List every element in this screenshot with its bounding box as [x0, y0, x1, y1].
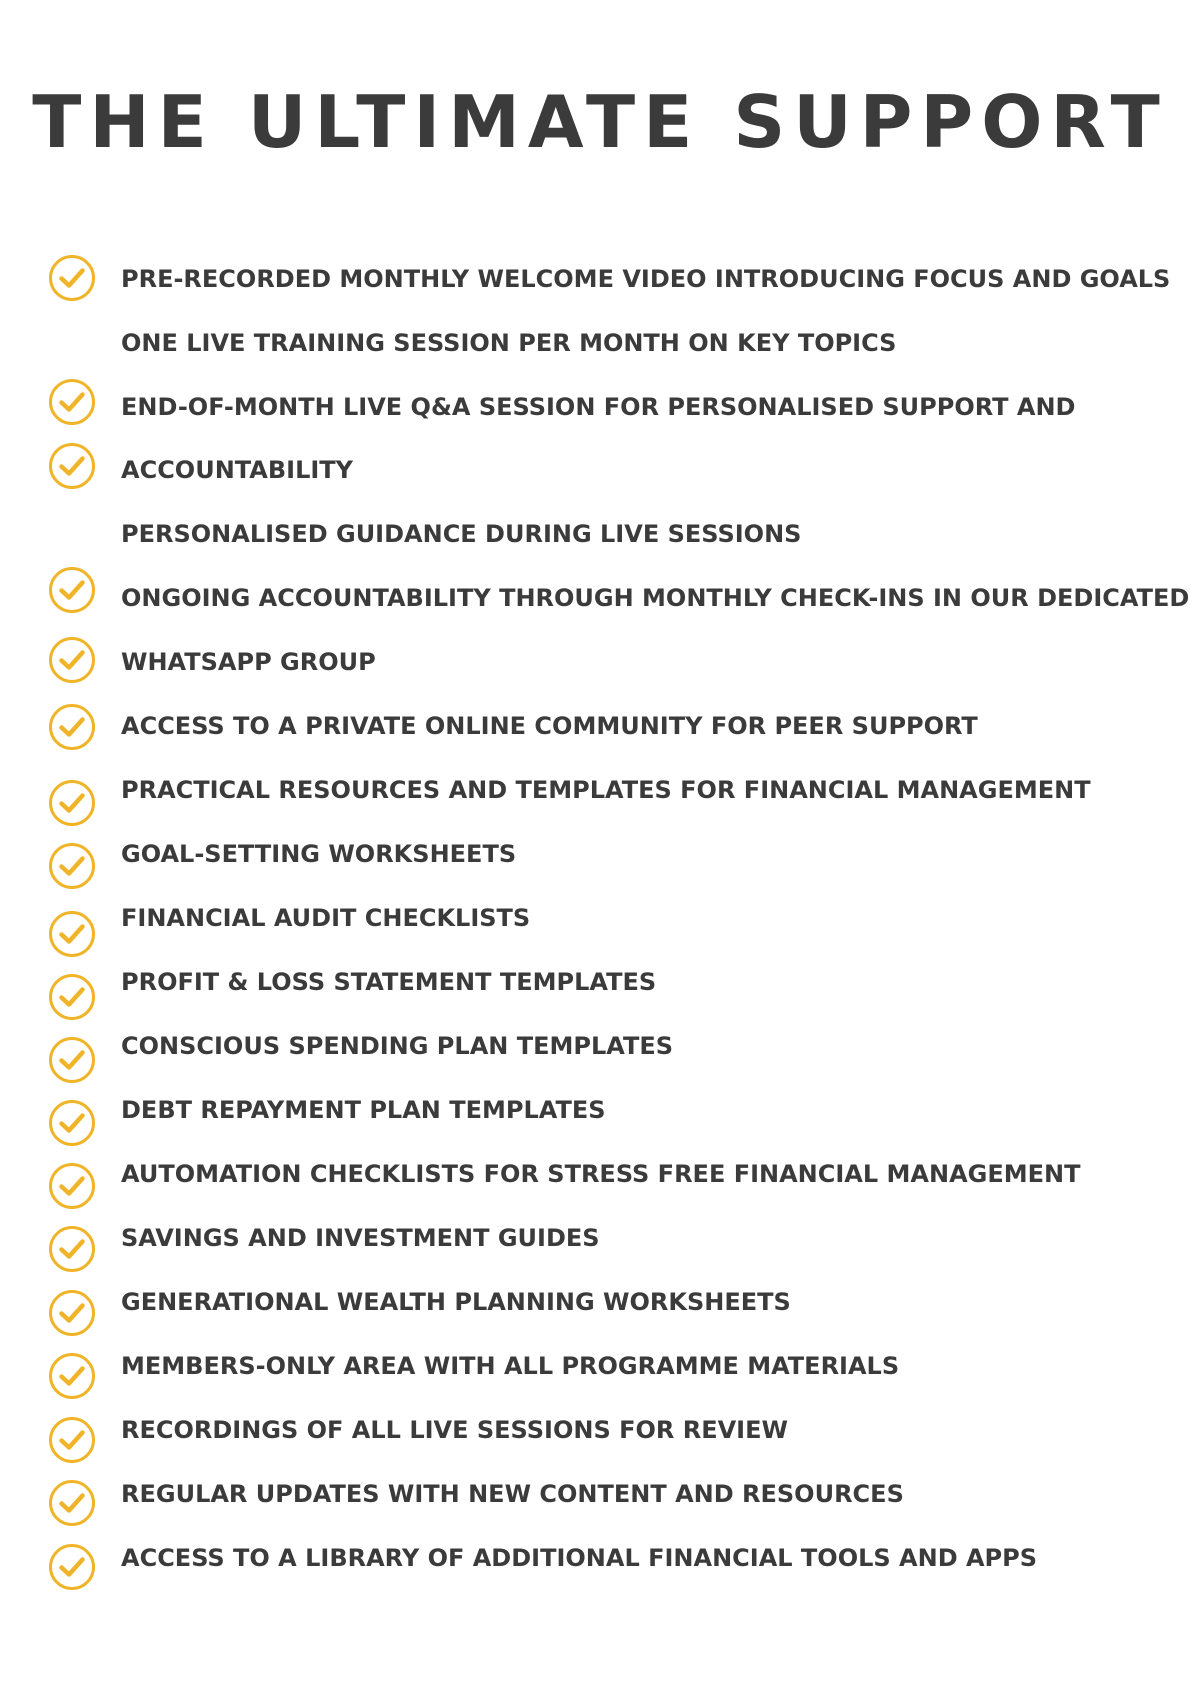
- check-circle-icon: [48, 1099, 96, 1147]
- check-circle-icon: [48, 254, 96, 302]
- check-circle-icon: [48, 842, 96, 890]
- check-circle-icon: [48, 1225, 96, 1273]
- list-item-text: PROFIT & LOSS STATEMENT TEMPLATES: [121, 968, 657, 996]
- check-circle-icon: [48, 1416, 96, 1464]
- check-circle-icon: [48, 1479, 96, 1527]
- list-item-text: PERSONALISED GUIDANCE DURING LIVE SESSIONS: [121, 520, 802, 548]
- check-circle-icon: [48, 973, 96, 1021]
- list-item-text: PRACTICAL RESOURCES AND TEMPLATES FOR FINANCIAL MANAGEMENT: [121, 776, 1091, 804]
- list-item-text: ONE LIVE TRAINING SESSION PER MONTH ON KEY TOPICS: [121, 329, 897, 357]
- list-item-text: SAVINGS AND INVESTMENT GUIDES: [121, 1224, 600, 1252]
- check-circle-icon: [48, 1543, 96, 1591]
- list-item-text: REGULAR UPDATES WITH NEW CONTENT AND RESOURCES: [121, 1480, 904, 1508]
- list-item-text: DEBT REPAYMENT PLAN TEMPLATES: [121, 1096, 606, 1124]
- check-circle-icon: [48, 1036, 96, 1084]
- list-item-text: WHATSAPP GROUP: [121, 648, 376, 676]
- list-item-text: ONGOING ACCOUNTABILITY THROUGH MONTHLY CHECK-INS IN OUR DEDICATED: [121, 584, 1190, 612]
- list-item-text: END-OF-MONTH LIVE Q&A SESSION FOR PERSONALISED SUPPORT AND: [121, 393, 1076, 421]
- check-circle-icon: [48, 1289, 96, 1337]
- check-circle-icon: [48, 703, 96, 751]
- check-circle-icon: [48, 1352, 96, 1400]
- list-item-text: MEMBERS-ONLY AREA WITH ALL PROGRAMME MATERIALS: [121, 1352, 900, 1380]
- list-item-text: GENERATIONAL WEALTH PLANNING WORKSHEETS: [121, 1288, 791, 1316]
- list-item-text: ACCESS TO A PRIVATE ONLINE COMMUNITY FOR PEER SUPPORT: [121, 712, 978, 740]
- check-circle-icon: [48, 378, 96, 426]
- list-item-text: ACCOUNTABILITY: [121, 456, 354, 484]
- check-circle-icon: [48, 442, 96, 490]
- list-item-text: AUTOMATION CHECKLISTS FOR STRESS FREE FINANCIAL MANAGEMENT: [121, 1160, 1081, 1188]
- check-circle-icon: [48, 910, 96, 958]
- check-circle-icon: [48, 1162, 96, 1210]
- check-circle-icon: [48, 636, 96, 684]
- list-item-text: CONSCIOUS SPENDING PLAN TEMPLATES: [121, 1032, 673, 1060]
- list-item-text: FINANCIAL AUDIT CHECKLISTS: [121, 904, 531, 932]
- list-item-text: ACCESS TO A LIBRARY OF ADDITIONAL FINANCIAL TOOLS AND APPS: [121, 1544, 1038, 1572]
- check-circle-icon: [48, 566, 96, 614]
- check-circle-icon: [48, 779, 96, 827]
- page-title: THE ULTIMATE SUPPORT: [32, 80, 1168, 164]
- list-item-text: GOAL-SETTING WORKSHEETS: [121, 840, 517, 868]
- list-item-text: PRE-RECORDED MONTHLY WELCOME VIDEO INTRODUCING FOCUS AND GOALS: [121, 265, 1171, 293]
- list-item-text: RECORDINGS OF ALL LIVE SESSIONS FOR REVIEW: [121, 1416, 788, 1444]
